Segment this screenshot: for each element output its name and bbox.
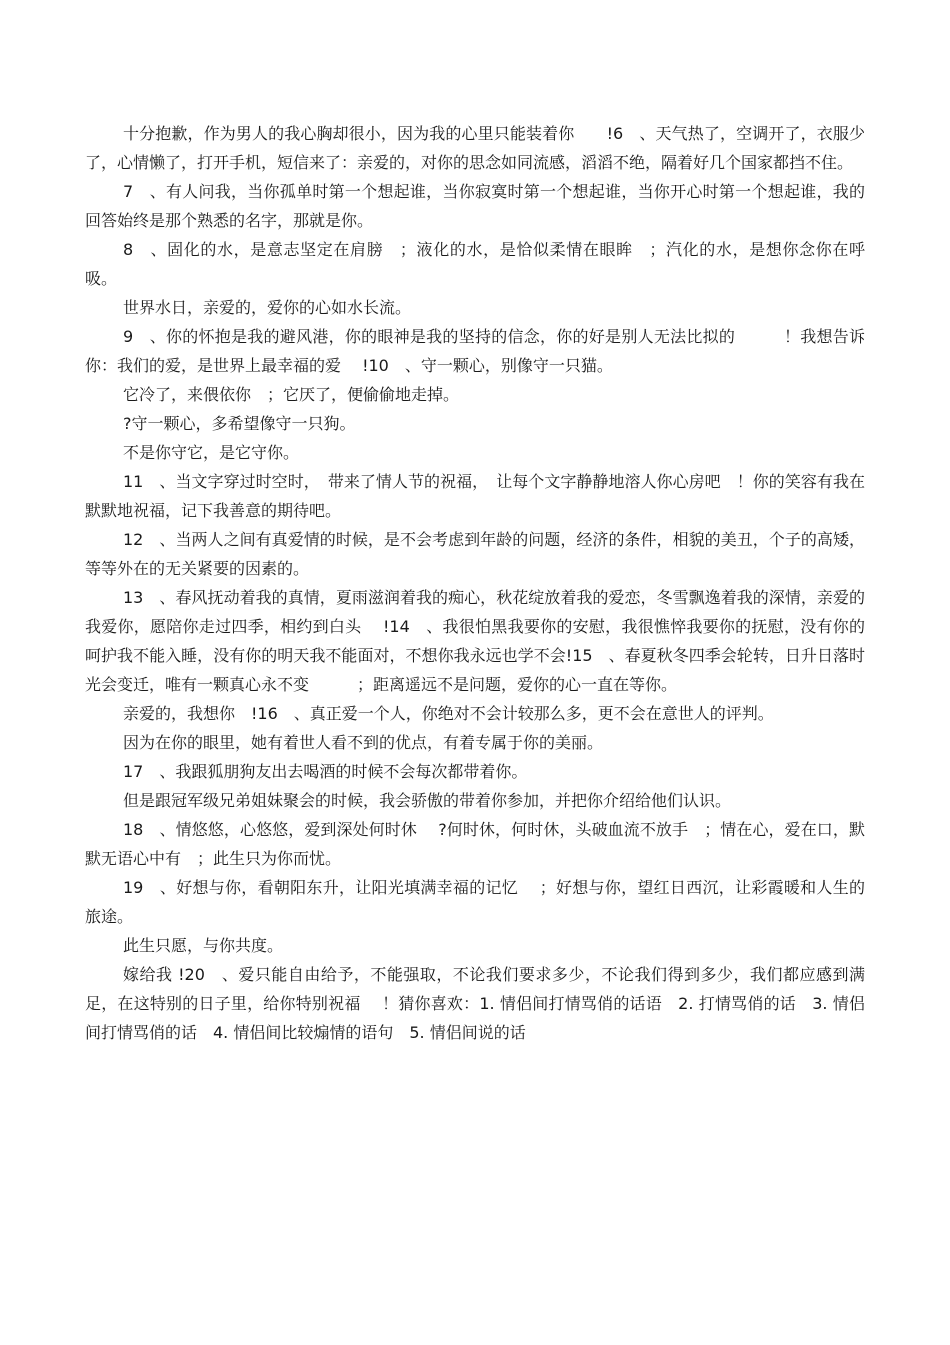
paragraph: 十分抱歉，作为男人的我心胸却很小，因为我的心里只能装着你 !6 、天气热了，空调开了，衣服少了，心情懒了，打开手机，短信来了：亲爱的，对你的思念如同流感，滔滔不绝，隔着好几个国家都挡不住。: [85, 124, 865, 172]
paragraph: 18 、情悠悠，心悠悠，爱到深处何时休 ?何时休，何时休，头破血流不放手 ；情在心，爱在口，默默无语心中有 ；此生只为你而忧。: [85, 820, 865, 868]
paragraph: 但是跟冠军级兄弟姐妹聚会的时候，我会骄傲的带着你参加，并把你介绍给他们认识。: [123, 791, 732, 810]
paragraph: 嫁给我 !20 、爱只能自由给予，不能强取，不论我们要求多少，不论我们得到多少，我们都应感到满足，在这特别的日子里，给你特别祝福 ！猜你喜欢：1. 情侣间打情骂俏的话语 2. 打情骂俏的话 3. 情侣间打情骂俏的话 4. 情侣间比较煽情的语句 5. 情侣间说的话: [85, 965, 865, 1042]
paragraph: 9 、你的怀抱是我的避风港，你的眼神是我的坚持的信念，你的好是别人无法比拟的 ！我想告诉你：我们的爱，是世界上最幸福的爱 !10 、守一颗心，别像守一只猫。: [85, 327, 865, 375]
paragraph: ?守一颗心，多希望像守一只狗。: [123, 414, 356, 433]
paragraph: 19 、好想与你，看朝阳东升，让阳光填满幸福的记忆 ；好想与你，望红日西沉，让彩霞暖和人生的旅途。: [85, 878, 865, 926]
document-body: [85, 119, 865, 1047]
paragraph: 不是你守它，是它守你。: [123, 443, 300, 462]
paragraph: 13 、春风抚动着我的真情，夏雨滋润着我的痴心，秋花绽放着我的爱恋，冬雪飘逸着我的深情，亲爱的我爱你，愿陪你走过四季，相约到白头 !14 、我很怕黑我要你的安慰，我很憔悴我要你的抚慰，没有你的呵护我不能入睡，没有你的明天我不能面对，不想你我永远也学不会!15 、春夏秋冬四季会轮转，日升日落时光会变迁，唯有一颗真心永不变 ；距离遥远不是问题，爱你的心一直在等你。: [85, 588, 865, 694]
paragraph: 17 、我跟狐朋狗友出去喝酒的时候不会每次都带着你。: [123, 762, 528, 781]
paragraph: 12 、当两人之间有真爱情的时候，是不会考虑到年龄的问题，经济的条件，相貌的美丑，个子的高矮，等等外在的无关紧要的因素的。: [85, 530, 865, 578]
paragraph: 亲爱的，我想你 !16 、真正爱一个人，你绝对不会计较那么多，更不会在意世人的评判。: [123, 704, 774, 723]
paragraph: 因为在你的眼里，她有着世人看不到的优点，有着专属于你的美丽。: [123, 733, 604, 752]
paragraph: 7 、有人问我，当你孤单时第一个想起谁，当你寂寞时第一个想起谁，当你开心时第一个想起谁，我的回答始终是那个熟悉的名字，那就是你。: [85, 182, 865, 230]
paragraph: 11 、当文字穿过时空时， 带来了情人节的祝福， 让每个文字静静地溶人你心房吧 ！你的笑容有我在默默地祝福，记下我善意的期待吧。: [85, 472, 865, 520]
paragraph: 它冷了，来偎依你 ；它厌了，便偷偷地走掉。: [123, 385, 460, 404]
paragraph: 8 、固化的水，是意志坚定在肩膀 ；液化的水，是恰似柔情在眼眸 ；汽化的水，是想你念你在呼吸。: [85, 240, 865, 288]
paragraph: 世界水日，亲爱的，爱你的心如水长流。: [123, 298, 412, 317]
paragraph: 此生只愿，与你共度。: [123, 936, 284, 955]
